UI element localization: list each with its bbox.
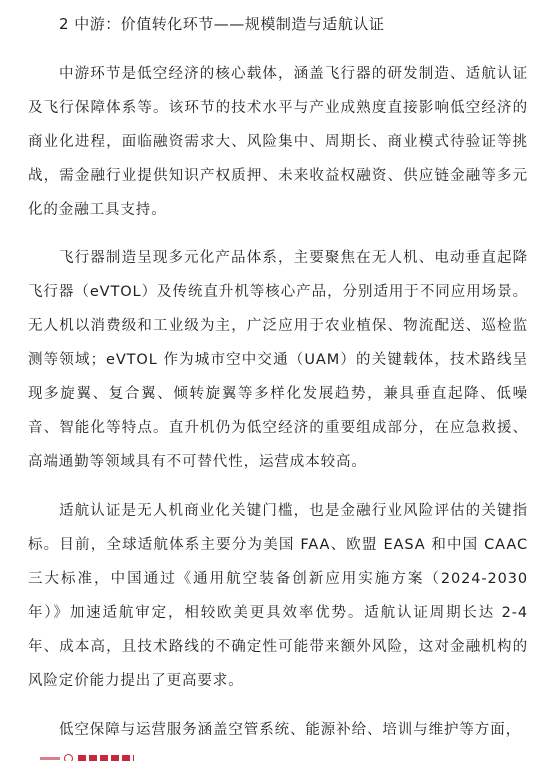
paragraph-midstream-overview: 中游环节是低空经济的核心载体，涵盖飞行器的研发制造、适航认证及飞行保障体系等。该环节的技术水平与产业成熟度直接影响低空经济的商业化进程，面临融资需求大、风险集中、周期长、商业模式待验证等挑战，需金融行业提供知识产权质押、未来收益权融资、供应链金融等多元化的金融工具支持。: [28, 66, 528, 218]
logo-bar-icon: [40, 757, 60, 760]
paragraph-aircraft-manufacturing: 飞行器制造呈现多元化产品体系，主要聚焦在无人机、电动垂直起降飞行器（eVTOL）及传统直升机等核心产品，分别适用于不同应用场景。无人机以消费级和工业级为主，广泛应用于农业植保、物流配送、巡检监测等领域；eVTOL 作为城市空中交通（UAM）的关键载体，技术路线呈现多旋翼、复合翼、倾转旋翼等多样化发展趋势，兼具垂直起降、低噪音、智能化等特点。直升机仍为低空经济的重要组成部分，在应急救援、高端通勤等领域具有不可替代性，运营成本较高。: [28, 250, 528, 470]
logo-wordmark-icon: [78, 755, 134, 761]
paragraph-operation-services: 低空保障与运营服务涵盖空管系统、能源补给、培训与维护等方面，: [59, 722, 521, 738]
publisher-logo-icon: [40, 754, 136, 761]
paragraph-airworthiness-certification: 适航认证是无人机商业化关键门槛，也是金融行业风险评估的关键指标。目前，全球适航体系主要分为美国 FAA、欧盟 EASA 和中国 CAAC 三大标准，中国通过《通用航空装备创新应用实施方案（2024-2030 年）》加速适航审定，相较欧美更具效率优势。适航认证周期长达 2-4 年、成本高，且技术路线的不确定性可能带来额外风险，这对金融机构的风险定价能力提出了更高要求。: [28, 503, 528, 689]
logo-circle-icon: [64, 754, 73, 761]
section-heading: 2 中游：价值转化环节——规模制造与适航认证: [59, 15, 385, 33]
